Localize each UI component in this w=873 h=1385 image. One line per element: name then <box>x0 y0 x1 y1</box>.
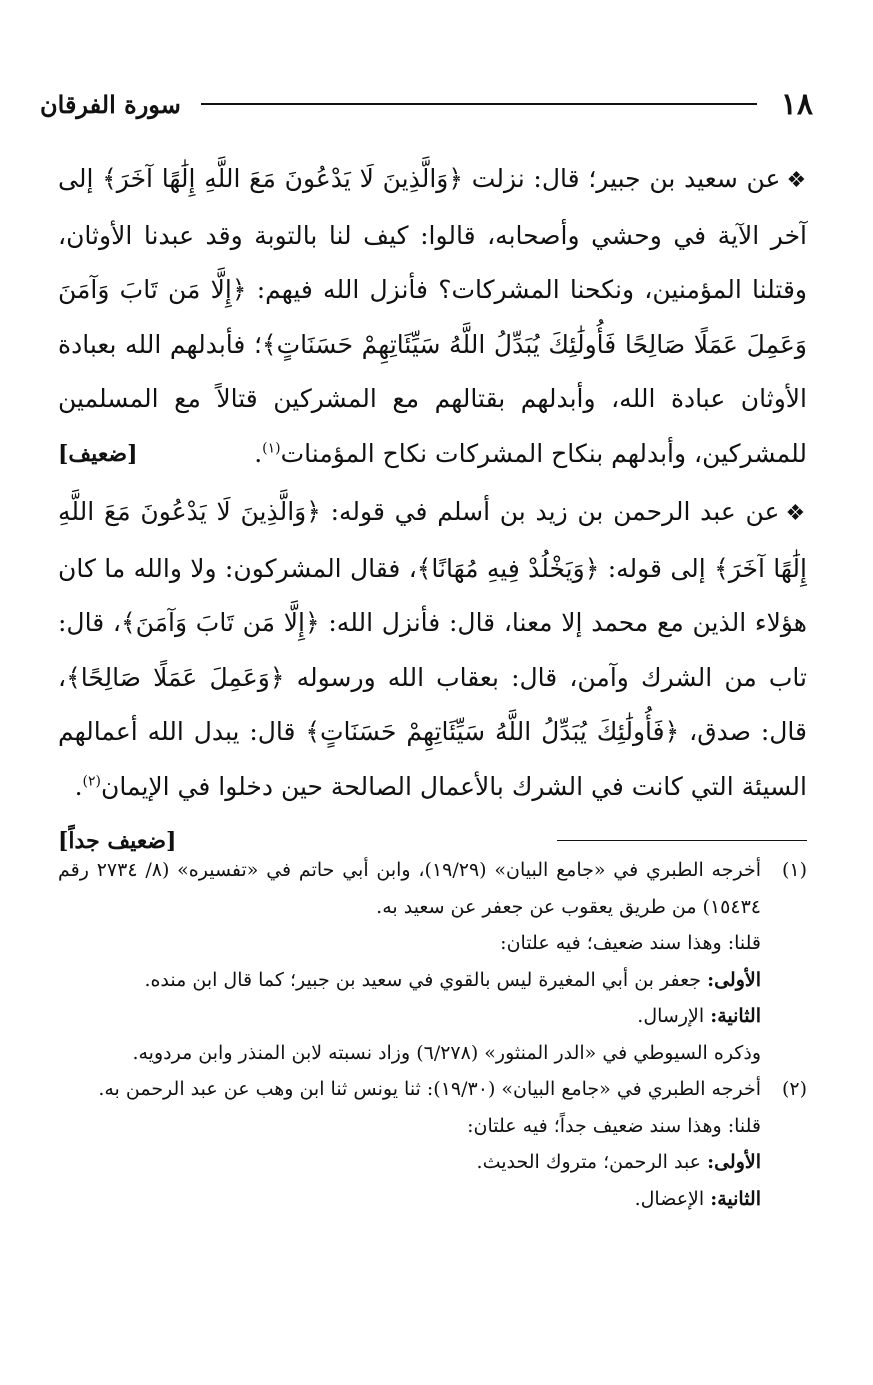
footnote-1 <box>58 852 807 1071</box>
footnote-body <box>58 1071 761 1217</box>
footnote-line: قلنا: وهذا سند ضعيف جداً؛ فيه علتان: <box>467 1114 761 1137</box>
footnote-label: الثانية: <box>710 1187 761 1210</box>
page-number: ١٨ <box>780 86 813 122</box>
narration-text: ، قال: تاب من الشرك وآمن، قال: بعقاب الله ورسوله <box>58 608 807 692</box>
footnote-label: الأولى: <box>707 1151 761 1173</box>
narration-2 <box>58 485 807 854</box>
narration-text: ؛ فأبدلهم الله بعبادة الأوثان عبادة الله، وأبدلهم بقتالهم مع المشركين قتالاً مع المسلمين للمشركين، وأبدلهم بنكاح المشركات نكاح المؤمنات <box>58 329 807 468</box>
quran-verse: ﴿وَعَمِلَ عَمَلًا صَالِحًا﴾ <box>66 662 285 692</box>
footnote-number: (١) <box>781 859 807 881</box>
grade-label: [ضعيف] <box>58 440 138 467</box>
quran-verse: ﴿إِلَّا مَن تَابَ وَآمَنَ وَعَمِلَ عَمَلًا صَالِحًا فَأُولَٰئِكَ يُبَدِّلُ اللَّهُ سَيِّئَاتِهِمْ حَسَنَاتٍ﴾ <box>58 275 807 359</box>
footnote-line <box>58 998 761 1035</box>
quran-verse: ﴿وَيَخْلُدْ فِيهِ مُهَانًا﴾ <box>416 553 600 583</box>
footnote-text: الإرسال. <box>637 1005 711 1027</box>
period: . <box>254 438 263 468</box>
footnote-text: جعفر بن أبي المغيرة ليس بالقوي في سعيد بن جبير؛ كما قال ابن منده. <box>144 968 708 991</box>
header-rule <box>201 103 757 105</box>
narration-text: قال: يبدل الله أعمالهم السيئة التي كانت في الشرك بالأعمال الصالحة حين دخلوا في الإيمان <box>58 717 807 801</box>
bullet-star-icon: ❖ <box>785 501 807 526</box>
surah-title: سورة الفرقان <box>40 89 181 119</box>
main-text <box>58 152 807 869</box>
bullet-star-icon: ❖ <box>786 168 807 193</box>
footnote-body <box>58 852 761 1071</box>
footnote-ref[interactable]: (١) <box>262 440 281 457</box>
quran-verse: ﴿إِلَّا مَن تَابَ وَآمَنَ﴾ <box>120 608 320 637</box>
footnote-line: أخرجه الطبري في «جامع البيان» (١٩/٢٩)، وابن أبي حاتم في «تفسيره» (٨/ ٢٧٣٤ رقم ١٥٤٣٤) من طريق يعقوب عن جعفر عن سعيد به. <box>58 859 761 918</box>
footnote-label: الثانية: <box>710 1005 761 1027</box>
footnote-line: وذكره السيوطي في «الدر المنثور» (٦/٢٧٨) وزاد نسبته لابن المنذر وابن مردويه. <box>132 1041 761 1064</box>
footnote-text: عبد الرحمن؛ متروك الحديث. <box>476 1151 708 1173</box>
footnote-line: قلنا: وهذا سند ضعيف؛ فيه علتان: <box>500 932 761 954</box>
footnotes <box>58 852 807 1217</box>
narration-text: ، قال: صدق، <box>58 662 807 746</box>
page-header <box>40 84 813 124</box>
footnote-2 <box>58 1071 807 1217</box>
grade-label: [ضعيف جداً] <box>58 828 177 854</box>
narration-text: إلى آخر الآية في وحشي وأصحابه، قالوا: كيف لنا بالتوبة وقد عبدنا الأوثان، وقتلنا المؤمنين، ونكحنا المشركات؟ فأنزل الله فيهم: <box>58 164 807 304</box>
footnote-separator <box>557 840 807 841</box>
quran-verse: ﴿فَأُولَٰئِكَ يُبَدِّلُ اللَّهُ سَيِّئَاتِهِمْ حَسَنَاتٍ﴾ <box>305 717 680 746</box>
quran-verse: ﴿وَالَّذِينَ لَا يَدْعُونَ مَعَ اللَّهِ إِلَٰهًا آخَرَ﴾ <box>102 164 464 193</box>
narration-text: عن سعيد بن جبير؛ قال: نزلت <box>463 164 781 193</box>
footnote-number: (٢) <box>781 1078 807 1100</box>
footnote-line: أخرجه الطبري في «جامع البيان» (١٩/٣٠): ثنا يونس ثنا ابن وهب عن عبد الرحمن به. <box>98 1078 761 1100</box>
footnote-ref[interactable]: (٢) <box>82 773 102 790</box>
narration-1 <box>58 152 807 481</box>
footnote-text: الإعضال. <box>634 1187 711 1210</box>
footnote-line <box>58 1144 761 1181</box>
narration-text: ، فقال المشركون: ولا والله ما كان هؤلاء الذين مع محمد إلا معنا، قال: فأنزل الله: <box>58 553 807 637</box>
narration-text: إلى قوله: <box>599 553 715 583</box>
footnote-label: الأولى: <box>707 968 761 991</box>
quran-verse: ﴿وَالَّذِينَ لَا يَدْعُونَ مَعَ اللَّهِ إِلَٰهًا آخَرَ﴾ <box>58 497 807 583</box>
footnote-line <box>58 1181 761 1218</box>
narration-text: عن عبد الرحمن بن زيد بن أسلم في قوله: <box>320 497 780 526</box>
period: . <box>74 771 83 801</box>
footnote-line <box>58 962 761 999</box>
